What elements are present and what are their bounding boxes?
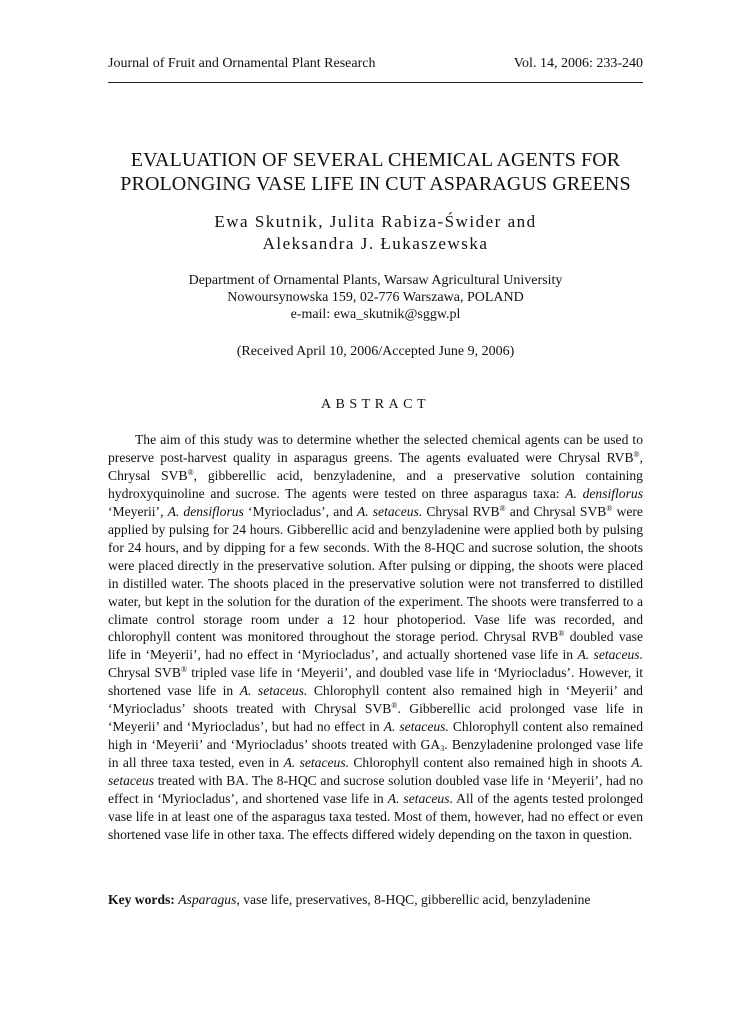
- abstract-run: Chrysal SVB: [108, 665, 181, 681]
- abstract-run: Chrysal RVB: [422, 503, 500, 519]
- authors-line-2: Aleksandra J. Łukaszewska: [262, 234, 489, 253]
- address: Nowoursynowska 159, 02-776 Warszawa, POLAND: [227, 290, 524, 305]
- abstract-run: . Gibberellic acid prolonged vase life in ‘Meyerii’ and ‘Myriocladus’, but had no effect in: [108, 701, 643, 735]
- species-name: A. setaceus: [387, 791, 450, 807]
- received-dates: (Received April 10, 2006/Accepted June 9, 2006): [236, 344, 515, 359]
- keyword-asparagus: Asparagus: [178, 892, 237, 907]
- species-name: A. setaceus.: [356, 503, 423, 519]
- volume-info: Vol. 14, 2006: 233-240: [513, 56, 643, 71]
- abstract-run: and Chrysal SVB: [505, 503, 607, 519]
- registered-mark: ®: [180, 665, 188, 675]
- title-line-2: PROLONGING VASE LIFE IN CUT ASPARAGUS GREENS: [120, 173, 631, 195]
- abstract-text: [108, 431, 643, 844]
- species-name: A. densiflorus: [565, 485, 643, 501]
- registered-mark: ®: [391, 701, 398, 711]
- header-rule: [108, 82, 643, 83]
- running-header: [108, 55, 643, 73]
- abstract-run: were applied by pulsing for 24 hours. Gibberellic acid and benzyladenine were applied both by pulsing for 24 hours, and by dipping for a few seconds. With the 8-HQC and sucrose solution, the shoots were placed directly in the preservative solution. After pulsing or dipping, the shoots were placed in distilled water. The shoots placed in the preservative solution were not transferred to distilled water, but kept in the solution for the duration of the experiment. The shoots were transferred to a climate control storage room under a 12 hour photoperiod. Vase life was recorded, and chlorophyll content was monitored throughout the storage period. Chrysal RVB: [108, 503, 643, 645]
- authors-line-1: Ewa Skutnik, Julita Rabiza-Świder and: [214, 212, 537, 231]
- abstract-run: Chlorophyll content also remained high in ‘Meyerii’ and ‘Myriocladus’ shoots treated with Chrysal SVB: [108, 683, 643, 717]
- abstract-run: . All of the agents tested prolonged vase life in at least one of the asparagus taxa tested. Most of them, however, had no effect or even shortened vase life in other taxa. The effects differed widely depending on the taxon in question.: [108, 791, 643, 842]
- species-name: A. setaceus: [108, 755, 643, 789]
- species-name: A. setaceus.: [577, 647, 643, 663]
- abstract-run: . Benzyladenine prolonged vase life in all three taxa tested, even in: [108, 737, 643, 771]
- paper-title: [60, 148, 691, 196]
- keywords-list: , vase life, preservatives, 8-HQC, gibberellic acid, benzyladenine: [236, 892, 591, 907]
- subscript: 3: [440, 744, 445, 754]
- abstract-run: ‘Myriocladus’, and: [243, 503, 357, 519]
- department: Department of Ornamental Plants, Warsaw Agricultural University: [188, 273, 563, 288]
- email: e-mail: ewa_skutnik@sggw.pl: [290, 307, 461, 322]
- abstract-run: The aim of this study was to determine whether the selected chemical agents can be used to preserve post-harvest quality in asparagus greens. The agents evaluated were Chrysal RVB: [108, 432, 643, 465]
- registered-mark: ®: [606, 503, 613, 513]
- species-name: A. setaceus.: [283, 755, 350, 771]
- registered-mark: ®: [633, 449, 640, 459]
- keywords-label: Key words:: [108, 892, 175, 907]
- journal-name: Journal of Fruit and Ornamental Plant Research: [108, 56, 376, 71]
- abstract-run: treated with BA. The 8-HQC and sucrose solution doubled vase life in ‘Meyerii’, had no effect in ‘Myriocladus’, and shortened vase life in: [108, 773, 643, 807]
- abstract-run: tripled vase life in ‘Meyerii’, and doubled vase life in ‘Myriocladus’. However, it shortened vase life in: [108, 665, 643, 699]
- species-name: A. densiflorus: [167, 503, 244, 519]
- abstract-run: , Chrysal SVB: [108, 449, 643, 483]
- keywords: [108, 891, 643, 909]
- abstract-heading: ABSTRACT: [320, 397, 431, 412]
- abstract-run: doubled vase life in ‘Meyerii’, had no effect in ‘Myriocladus’, and actually shortened vase life in: [108, 629, 643, 663]
- abstract-run: , gibberellic acid, benzyladenine, and a preservative solution containing hydroxyquinoline and sucrose. The agents were tested on three asparagus taxa:: [108, 467, 643, 501]
- authors: [60, 211, 691, 255]
- abstract-run: Chlorophyll content also remained high in ‘Meyerii’ and ‘Myriocladus’ shoots treated with GA: [108, 719, 644, 753]
- affiliation: [60, 272, 691, 323]
- registered-mark: ®: [499, 503, 506, 513]
- registered-mark: ®: [187, 467, 194, 477]
- title-line-1: EVALUATION OF SEVERAL CHEMICAL AGENTS FOR: [130, 149, 621, 171]
- species-name: A. setaceus.: [383, 719, 449, 735]
- abstract-run: Chlorophyll content also remained high in shoots: [349, 755, 632, 771]
- species-name: A. setaceus.: [239, 683, 308, 699]
- registered-mark: ®: [558, 629, 565, 639]
- abstract-run: ‘Meyerii’,: [108, 503, 168, 519]
